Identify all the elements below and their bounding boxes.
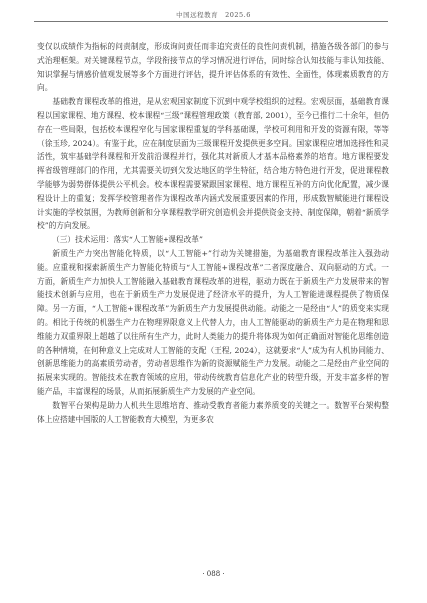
journal-name: 中国远程教育 [176,11,219,19]
section-heading-suffix: 课程改革” [168,235,203,245]
running-header [0,10,427,19]
paragraph-ai-plus: 新质生产力突出智能化特质，以“人工智能+”行动为关键措施，为基础教育课程改革注入强劲动能。应重视和探索新质生产力智能化特质与“人工智能+课程改革”二者深度融合、双向驱动的方式。一方面，新质生产力加快人工智能融入基础教育课程改革的进程，驱动力既在于新质生产力发展带来的智能技术创新与应用，也在于新质生产力发展促进了经济水平的提升，为人工智能进课程提供了物质保障。另一方面，“人工智能+课程改革”为新质生产力发展提供动能。动能之一是经由“人”的质变来实现的。相比于传统的机器生产力在物理界限意义上代替人力，由人工智能驱动的新质生产力是在物理和思维能力双重界限上超越了以往所有生产力，此时人类能力的提升将体现为如何正确面对智能化思维创造的各种情境，在何种意义上完成对人工智能的支配（王程, 2024），这就要求“人”成为有人机协同能力、创新思维能力的高素质劳动者，劳动者思维作为新的资源赋能生产力发展。动能之二是经由产业空间的拓展来实现的。智能技术在教育领域的应用，带动传统教育信息化产业的转型升级，开发丰富多样的智能产品，丰富课程的场景，从而拓展新质生产力发展的产业空间。 [37,248,389,396]
issue-number: 2025.6 [225,11,251,19]
section-heading [37,233,389,247]
section-heading-plus: + [163,235,169,245]
paragraph-platform: 数智平台架构是助力人机共生思维培育、推动受教育者能力素养质变的关键之一。数智平台架构整体上应搭建中国版的人工智能教育大模型，为更多农 [37,400,389,424]
page-number: · 088 · [202,570,225,578]
header-rule [34,21,388,22]
paragraph-continued: 变仅以成绩作为指标的问责制度，形成询问责任而非追究责任的良性问责机制，措施各级各部门的参与式治理框架。对关键课程节点，学段衔接节点的学习情况进行评估，同时综合认知技能与非认知技能、知识掌握与情感价值观发展等多个方面进行评估，提升评估体系的有效性、全面性，体现素质教育的方向。 [37,42,389,93]
article-body [37,40,389,426]
paragraph-curriculum-policy: 基础教育课程改革的推进，是从宏观国家制度下沉到中观学校组织的过程。宏观层面，基础教育课程以国家课程、地方课程、校本课程“三级”课程管理政策（教育部, 2001），至今已推行二十余年，但仍存在一些局限，包括校本课程窄化与国家课程重复的学科基础课，学校可利用和开发的资源有限，等等（徐玉珍, 2024）。有鉴于此，应在制度层面为三级课程开发提供更多空间。国家课程应增加选择性和灵活性，筑牢基础学科课程和开发前沿课程并行，强化其对新质人才基本品格素养的培育。地方课程要发挥省级管理部门的作用，尤其需要关切到欠发达地区的学生特征，结合地方特色进行开发，促进课程教学能够为弱势群体提供公平机会。校本课程需要紧跟国家课程、地方课程互补的方向优化配置，减少课程设计上的重复；发挥学校管理者作为课程改革内涵式发展重要因素的作用，形成数智赋能进行课程设计实施的学校氛围，为教师创新和分享课程教学研究创造机会并提供资金支持、制度保障，朝着“新质学校”的方向发展。 [37,97,389,231]
section-heading-prefix: （三）技术运用：落实“人工智能 [52,235,164,245]
